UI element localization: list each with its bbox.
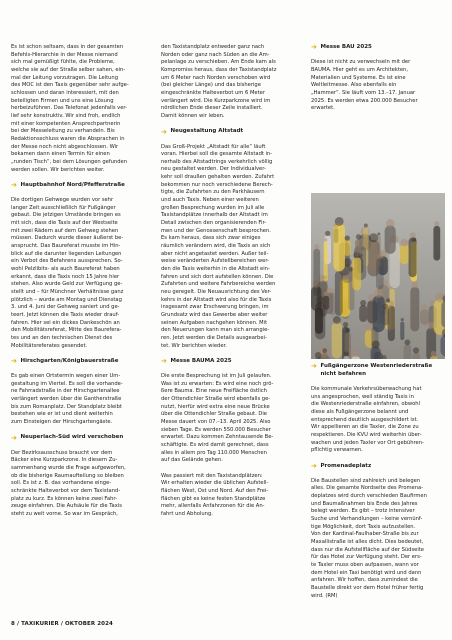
crowd-head (409, 232, 415, 238)
text-line: belegt werden. Es gibt – trotz intensiver (311, 508, 415, 515)
text-line: welche sie auf der Straße selber sahen, ein- (11, 66, 126, 73)
text-line: „Hammer“. Sie läuft vom 13.–17. Januar (311, 89, 416, 96)
crowd-head (387, 305, 391, 309)
text-line: Wir appellieren an die Taxler, die Zone zu (311, 424, 419, 431)
crowd-figure (355, 239, 362, 256)
arrow-right-icon: ➔ (11, 181, 17, 190)
text-line: des MOC ist den Taxis gegenüber sehr aufge- (11, 82, 129, 89)
text-line: Grundsatz wird das Gewerbe aber weiter (161, 311, 268, 318)
text-line: Redaktionsschluss waren die Absprachen in (11, 135, 125, 142)
text-line: uns angesprochen, weil ständig Taxis in (311, 393, 414, 400)
text-line: ansprucht. Das Baureferat musste im Hin- (11, 243, 121, 250)
section-heading: ➔ Hauptbahnhof Nord/Pfefferstraße (11, 181, 125, 190)
crowd-figure (404, 344, 412, 359)
text-line: diese als Fußgängerzone belannt und (311, 408, 409, 415)
crowd-figure (359, 305, 367, 322)
paragraph (311, 478, 445, 601)
text-line: beteiligten Firmen und uns eine Lösung (11, 97, 114, 104)
text-line: mal der Leitung vorzutragen. Die Leitung (11, 74, 118, 81)
text-line: den die Taxis weiterhin in die Altstadt ein- (161, 266, 270, 272)
section-heading: ➔ Neuperlach-Süd wird verschoben (11, 433, 124, 442)
text-line: räumlich verändern wird, die Taxis an sich (161, 243, 271, 250)
text-line: nutzt, hierfür wird extra eine neue Brücke (161, 403, 270, 410)
text-line: zum Einsteigen der Hirschgartengäste. (11, 419, 113, 426)
text-line: seinen Aufgaben nachgehen können. Mit (161, 319, 268, 326)
crowd-head (369, 233, 378, 242)
crowd-head (372, 341, 380, 349)
text-line: deplatzes wird durch verschieden Baufirmen (311, 493, 427, 500)
crowd-head (345, 328, 350, 333)
text-line: bei der Messeleitung zu verhandeln. Bis (11, 128, 115, 135)
text-line: für das Hotel zur Verfügung steht. Der ers- (311, 554, 422, 561)
text-line: Von der Kardinal-Faulhaber-Straße bis zur (311, 531, 419, 538)
text-line: erkannt, dass die Taxis noch 15 Jahre hier (11, 273, 120, 280)
text-line: Bäcker eine Kurzparkzone. In diesem Zu- (11, 457, 118, 464)
crowd-figure (315, 302, 325, 340)
crowd-head (315, 352, 322, 359)
crowd-head (316, 296, 324, 304)
text-line: Damit können wir leben. (161, 112, 225, 119)
arrow-right-icon: ➔ (161, 127, 167, 136)
crowd-figure (385, 225, 396, 254)
text-line: stehen. Also wurde Geld zur Verfügung ge- (11, 281, 123, 288)
text-line: der Ottendichler Straße wird ebenfalls ge- (161, 396, 271, 403)
text-line: dass nur die Aufstellfläche auf der Südseite (311, 546, 425, 553)
text-line: zeuge einfahren. Die Aufsäule für die Taxis (11, 503, 122, 510)
text-line: respektieren. Die KVÜ wird weiterhin über- (311, 431, 422, 438)
crowd-head (345, 235, 350, 240)
paragraph (311, 59, 445, 113)
text-line: Taxistandplätze innerhalb der Altstadt im (161, 212, 268, 219)
crowd-head (335, 217, 344, 226)
text-line: Norden oder ganz nach Süden an die Am- (161, 51, 270, 58)
text-line: kehr soll draußen gehalten werden. Zufahrt (161, 174, 275, 181)
crowd-figure (409, 237, 417, 277)
text-line: bekommen nur noch verschiedene Berech- (161, 181, 273, 188)
paragraph (161, 473, 295, 519)
crowd-figure (387, 309, 392, 332)
crowd-photo-illustration (311, 193, 445, 359)
text-line: tet. Wir berichten wieder. (161, 342, 227, 349)
text-line: bekamen dann einen Termin für einen (11, 151, 110, 158)
arrow-right-icon: ➔ (311, 43, 317, 52)
text-line: langer Zeit ausschließlich für Fußgänger (11, 204, 116, 211)
crowd-head (333, 316, 341, 324)
text-line: te Taxler muss oben aufpassen, wann vor (311, 562, 419, 569)
text-line: voran. Hierbei soll die gesamte Altstadt in- (161, 151, 273, 158)
text-line: Suche und Verhandlungen – keine vernünf- (311, 516, 423, 523)
text-line: schränkte Halteverbot vor dem Taxistand- (11, 487, 121, 494)
arrow-right-icon: ➔ (311, 461, 317, 470)
paragraph (11, 44, 145, 174)
crowd-figure (344, 240, 351, 256)
crowd-figure (352, 257, 361, 290)
text-line: Diese ist nicht zu verwechseln mit der (311, 59, 411, 66)
text-line: alles. Die gesamte Nordseite des Promena- (311, 485, 424, 492)
text-line: teert. Jetzt können die Taxis wieder drauf- (11, 311, 120, 318)
crowd-head (324, 238, 327, 241)
text-line: blick auf die darunter liegenden Leitungen (11, 250, 122, 257)
text-line: verlängert werden über die Gantherstraße (11, 396, 122, 403)
text-line: herbeizuführen. Das Telefonat jedenfalls ver- (11, 105, 128, 112)
crowd-head (400, 239, 408, 247)
crowd-photo (311, 193, 445, 359)
text-line: Was passiert mit den Taxistandplätzen: (161, 472, 263, 479)
crowd-head (404, 339, 410, 345)
crowd-head (401, 318, 404, 321)
text-line: tige Möglichkeit, dort Taxis aufzustellen. (311, 523, 416, 530)
text-line: lief sehr konstruktiv. Wir sind froh, endlich (11, 112, 121, 119)
text-line: (bei gleicher Länge) und das bisherige (161, 82, 261, 89)
crowd-head (325, 231, 330, 236)
text-line: Die erste Besprechung ist im Juli gelaufen. (161, 373, 272, 380)
text-line: entsprechend deutlich ausgeschildert ist. (311, 416, 419, 423)
text-line: nerhalb des Altstadtrings verkehrlich völlig (161, 158, 273, 165)
text-line: die Westenriederstraße einfahren, obwohl (311, 401, 420, 408)
text-line: plötzlich – wurde am Montag und Dienstag (11, 296, 122, 303)
text-line: BAUMA. Hier geht es um Architekten, (311, 66, 408, 73)
arrow-right-icon: ➔ (161, 357, 167, 366)
text-line: ne Fahrradstraße in der Hirschgartenallee (11, 388, 120, 395)
text-line: über die Ottendichler Straße gebaut. Die (161, 411, 267, 418)
text-line: Was ist zu erwarten: Es wird eine noch grö- (161, 380, 274, 387)
text-line: neu gestaltet werden. Der Individualver- (161, 166, 266, 173)
text-line: dem Hotel ein Taxi benötigt wird und dann (311, 569, 422, 576)
section-heading: ➔ Promenadeplatz (311, 461, 372, 470)
crowd-figure (433, 226, 440, 261)
text-line: Zufahrten und weitere Fahrbereiche werden (161, 281, 276, 288)
text-line: ob die bisherige Raumaufteilung so bleiben (11, 472, 124, 479)
text-line: anfahren. Wir hoffen, dass zumindest die (311, 577, 418, 584)
crowd-figure (399, 245, 409, 265)
section-heading: ➔ Messe BAUMA 2025 (161, 357, 232, 366)
crowd-figure (335, 271, 343, 315)
crowd-head (374, 289, 383, 298)
column-3-lower (311, 363, 445, 600)
text-line: neu geregelt. Die Neuausrichtung des Ver- (161, 288, 272, 295)
crowd-figure (332, 322, 342, 358)
text-line: Es kam heraus, dass sich zwar einiges (161, 235, 261, 242)
text-line: sammenhang wurde die Frage aufgeworfen, (11, 465, 126, 471)
text-line: den Neuerungen kann man sich arrangie- (161, 327, 270, 334)
crowd-head (314, 244, 319, 249)
paragraph (161, 44, 295, 121)
text-line: flächen gibt es keine festen Standplätze (161, 495, 266, 502)
text-line: insgesamt zwar Erschwerung bringen, im (161, 304, 269, 311)
text-line: auf das Gelände gehen. (161, 457, 223, 464)
crowd-head (411, 281, 418, 288)
text-line: kehrs in der Altstadt wird also für die Taxis (161, 296, 272, 303)
text-line: mit zwei Rädern auf dem Gehweg stehen (11, 227, 119, 234)
text-line: Das Groß-Projekt „Altstadt für alle“ läuft (161, 143, 266, 150)
crowd-head (431, 351, 437, 357)
text-line: gestaltung im Viertel. Es soll die vorhande- (11, 380, 123, 387)
crowd-figure (333, 223, 345, 271)
text-line: tes und an den technischen Dienst des (11, 334, 113, 341)
crowd-figure (322, 353, 328, 359)
text-line: Weltleitmesse. Also ebenfalls ein (311, 82, 397, 89)
text-line: bestehen wie er ist und dient weiterhin (11, 411, 113, 418)
page-footer: 8 / TAXIKURIER / OKTOBER 2024 (11, 621, 113, 627)
text-line: erwartet. Dazu kommen Zehntausende Be- (161, 434, 274, 441)
column-3 (311, 44, 445, 113)
text-line: flächen West, Ost und Nord. Auf den Frei- (161, 487, 269, 494)
text-line: aber nicht angetastet werden. Außer teil- (161, 250, 269, 257)
text-line: weise veränderten Aufstellbereichen wer- (161, 258, 270, 265)
text-line: Wir erhalten wieder die üblichen Aufstell- (161, 480, 269, 487)
crowd-head (421, 304, 428, 311)
crowd-head (413, 347, 419, 353)
crowd-head (386, 219, 395, 228)
crowd-figure (313, 249, 320, 297)
crowd-head (360, 300, 366, 306)
text-line: schäftigte. Es wird damit gerechnet, dass (161, 442, 269, 449)
text-line: men und der Genossenschaft besprochen. (161, 227, 271, 234)
text-line: sich mal gemüßigt fühlte, die Probleme, (11, 59, 115, 66)
paragraph (11, 373, 145, 427)
text-line: erwartet. (311, 105, 335, 112)
arrow-right-icon: ➔ (11, 433, 17, 442)
text-line: Maxallistraße ist alles dicht. Dies bedeutet, (311, 539, 424, 546)
paragraph (161, 373, 295, 465)
crowd-head (324, 291, 329, 296)
text-line: Baustelle direkt vor dem Hotel früher fertig (311, 584, 424, 591)
text-line: Es ist schon seltsam, dass in der gesamten (11, 44, 124, 50)
text-line: Die dortigen Gehwege wurden vor sehr (11, 197, 114, 204)
section-heading: ➔ Hirschgarten/Königbauerstraße (11, 357, 119, 366)
crowd-figure (400, 322, 404, 340)
text-line: Detail zwischen den organisierenden Fir- (161, 220, 267, 227)
text-line: großen Besprechung wurden im Juli alle (161, 204, 265, 211)
crowd-figure (377, 236, 381, 267)
text-line: mehr, allenfalls Anfahrzonen für die An- (161, 503, 265, 510)
text-line: sieben Tage. Es werden 550.000 Besucher (161, 426, 271, 433)
text-line: pflichtig verwarnen. (311, 447, 363, 454)
text-line: um 6 Meter nach Norden verschoben wird (161, 74, 271, 81)
text-line: und Baumaßnahmen bis Ende des Jahres (311, 500, 418, 507)
crowd-head (352, 350, 359, 357)
arrow-right-icon: ➔ (311, 362, 317, 370)
crowd-figure (420, 309, 429, 325)
text-line: mit einer kompetenten Ansprechpartnerin (11, 120, 121, 127)
text-line: soll. Es ist z. B. das vorhandene einge- (11, 480, 112, 487)
text-line: „runden Tisch“, bei dem Lösungen gefunden (11, 158, 128, 165)
arrow-right-icon: ➔ (11, 357, 17, 366)
section-heading: ➔ Messe BAU 2025 (311, 43, 372, 52)
paragraph (311, 386, 445, 455)
text-line: ein Verbot des Befahrens aussprechen. So- (11, 258, 123, 265)
text-line: und auch Taxis. Neben einer weiteren (161, 197, 259, 204)
text-line: werden sollen. Wir berichten weiter. (11, 166, 105, 173)
text-line: steht zu weit vorne. So war im Gespräch, (11, 510, 118, 517)
crowd-figure (324, 242, 328, 281)
crowd-head (344, 351, 349, 356)
text-line: wohl Pelzlibits- als auch Baureferat haben (11, 266, 120, 272)
text-line: fahrt und Abholung. (161, 510, 213, 517)
text-line: 2025. Es werden etwa 200.000 Besucher (311, 97, 418, 104)
crowd-head (364, 223, 368, 227)
crowd-head (322, 348, 327, 353)
section-heading: ➔ Neugestaltung Altstadt (161, 127, 244, 136)
text-line: nördlichen Ende dieser Zeile installiert. (161, 105, 263, 112)
text-line: müssen. Dadurch wurde dieser äußerst be- (11, 235, 124, 242)
text-line: ren. Jetzt werden die Details ausgearbei- (161, 334, 267, 341)
column-2 (161, 44, 295, 519)
text-line: fahren und sich dort aufstellen können. Die (161, 273, 274, 280)
crowd-figure (410, 287, 419, 332)
text-line: Die kommunale Verkehrsüberwachung hat (311, 385, 422, 392)
section-heading: ➔ Fußgängerzone Westenriederstraße nicht befahren (311, 362, 433, 377)
text-line: Die Baustellen sind zahlreich und belegen (311, 477, 421, 484)
crowd-figure (373, 295, 385, 332)
text-line: mit sich, dass die Taxis auf der Westseite (11, 220, 118, 227)
text-line: der Messe noch nicht abgeschlossen. Wir (11, 143, 119, 150)
text-line: Mobilitätsreferates gesendet. (11, 342, 88, 349)
text-line: pelanlage zu verschieben. Am Ende kam als (161, 59, 276, 66)
text-line: Der Bezirksausschuss braucht vor dem (11, 449, 113, 456)
text-line: Kompromiss heraus, dass der Taxistandplatz (161, 66, 277, 73)
text-line: 3. und 4. Juni der Gehweg saniert und ge- (11, 304, 120, 311)
crowd-head (382, 351, 386, 355)
text-line: den Mobilitätsreferat, Mitte des Baurefera- (11, 327, 122, 334)
text-line: wachen und jeden Taxler vor Ort gebühren- (311, 439, 424, 446)
text-line: gebaut. Die jetzigen Umstände bringen es (11, 212, 121, 219)
text-line: Messe dauert von 07.–13. April 2025. Also (161, 419, 271, 426)
text-line: bis zum Romanplatz. Der Standplatz bleibt (11, 403, 122, 410)
text-line: platz zu kurz. Es können keine zwei Fahr- (11, 495, 118, 502)
crowd-head (377, 232, 380, 235)
text-line: den Taxistandplatz entweder ganz nach (161, 44, 265, 50)
text-line: wird. (RM) (311, 592, 338, 599)
text-line: alles in allem pro Tag 110.000 Menschen (161, 449, 267, 456)
paragraph (11, 197, 145, 350)
text-line: schlossen und daran interessiert, mit den (11, 89, 119, 96)
crowd-figure (441, 301, 445, 328)
text-line: Materialien und Systeme. Es ist eine (311, 74, 406, 81)
text-line: fahren. Hier sei ein dickes Dankeschön an (11, 319, 120, 326)
text-line: eingeschränkte Halteverbot um 6 Meter (161, 89, 265, 96)
paragraph (161, 144, 295, 351)
text-line: ßere Bauma. Eine neue Freifläche östlich (161, 388, 267, 395)
crowd-head (343, 322, 348, 327)
column-1 (11, 44, 145, 519)
text-line: verlängert wird. Die Kurzparkzone wird im (161, 97, 271, 104)
paragraph (11, 450, 145, 519)
text-line: Es gab einen Ortstermin wegen einer Um- (11, 373, 121, 380)
text-line: stellt und – für Münchner Verhältnisse ganz (11, 288, 124, 295)
text-line: Befehls-Hierarchie in der Messe niemand (11, 51, 118, 58)
crowd-head (434, 221, 439, 226)
text-line: tigte, die Zufahrten zu den Parkhäusern (161, 189, 265, 196)
crowd-head (356, 234, 361, 239)
